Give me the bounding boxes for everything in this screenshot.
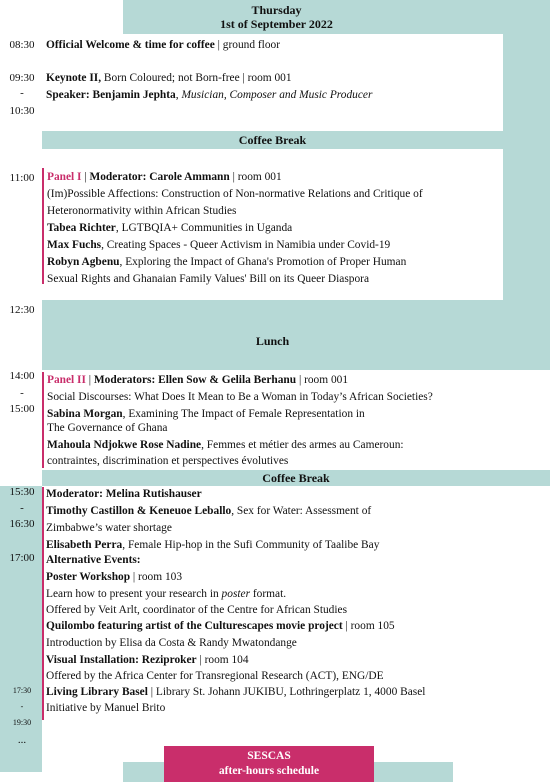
lunch-label: Lunch [255, 334, 290, 348]
quilombo-intro: Introduction by Elisa da Costa & Randy Mwatondange [46, 637, 297, 649]
panel1-talk1: Tabea Richter, LGTBQIA+ Communities in Uganda [47, 222, 293, 234]
time-dash: - [20, 502, 24, 514]
keynote-speaker-role: Musician, Composer and Music Producer [181, 89, 373, 101]
time-1500: 15:00 [9, 403, 35, 415]
header-day: Thursday [251, 3, 302, 17]
welcome-location: | ground floor [214, 39, 281, 51]
footer-line1: SESCAS [247, 750, 291, 762]
panel1-label: Panel I [47, 171, 82, 183]
time-dash: - [20, 702, 24, 711]
panel2-header: Panel II | Moderators: Ellen Sow & Gelila Berhanu | room 001 [47, 374, 349, 386]
living-library: Living Library Basel | Library St. Johann JUKIBU, Lothringerplatz 1, 4000 Basel [46, 686, 426, 698]
time-dash: - [20, 87, 24, 99]
living-library-initiative: Initiative by Manuel Brito [46, 702, 166, 714]
panel2-talk2-cont: contraintes, discrimination et perspectives évolutives [47, 455, 289, 467]
panel1-talk3-speaker: Robyn Agbenu [47, 256, 120, 268]
header-date: 1st of September 2022 [220, 17, 333, 31]
time-1400: 14:00 [9, 370, 35, 382]
panel1-header: Panel I | Moderator: Carole Ammann | room 001 [47, 171, 282, 183]
session3-accent-line [42, 487, 44, 720]
panel2-label: Panel II [47, 374, 86, 386]
panel1-talk3: Robyn Agbenu, Exploring the Impact of Ghana's Promotion of Proper Human [47, 256, 407, 268]
visual-installation-title: Visual Installation: Reziproker [46, 654, 197, 666]
quilombo: Quilombo featuring artist of the Culturescapes movie project | room 105 [46, 620, 395, 632]
panel2-talk2-speaker: Mahoula Ndjokwe Rose Nadine [47, 439, 202, 451]
coffee-break-label-2: Coffee Break [262, 471, 330, 485]
session3-talk2: Elisabeth Perra, Female Hip-hop in the Sufi Community of Taalibe Bay [46, 539, 380, 551]
time-1700: 17:00 [9, 552, 35, 564]
session3-moderator: Moderator: Melina Rutishauser [46, 488, 202, 500]
welcome-title: Official Welcome & time for coffee [46, 39, 215, 51]
panel1-talk2: Max Fuchs, Creating Spaces - Queer Activism in Namibia under Covid-19 [47, 239, 391, 251]
panel2-room: | room 001 [296, 374, 349, 386]
panel1-room: | room 001 [229, 171, 282, 183]
poster-workshop-title: Poster Workshop [46, 571, 131, 583]
time-1100: 11:00 [9, 172, 35, 184]
panel2-talk1: Sabina Morgan, Examining The Impact of Female Representation in [47, 408, 365, 420]
visual-installation: Visual Installation: Reziproker | room 104 [46, 654, 249, 666]
panel1-talk2-speaker: Max Fuchs [47, 239, 102, 251]
panel1-theme-line2: Heteronormativity within African Studies [47, 205, 237, 217]
panel2-accent-line [42, 372, 44, 468]
time-1230: 12:30 [9, 304, 35, 316]
panel1-theme-line1: (Im)Possible Affections: Construction of Non-normative Relations and Critique of [47, 188, 423, 200]
session3-talk1: Timothy Castillon & Keneuoe Leballo, Sex for Water: Assessment of [46, 505, 372, 517]
time-ellipsis: ... [17, 734, 27, 746]
living-library-title: Living Library Basel [46, 686, 148, 698]
quilombo-title: Quilombo featuring artist of the Culturescapes movie project [46, 620, 343, 632]
keynote-speaker-line: Speaker: Benjamin Jephta, Musician, Composer and Music Producer [46, 89, 373, 101]
poster-workshop: Poster Workshop | room 103 [46, 571, 183, 583]
coffee-break-label: Coffee Break [238, 133, 307, 147]
time-1930: 19:30 [12, 718, 32, 727]
footer-line2: after-hours schedule [218, 765, 320, 777]
time-1630: 16:30 [9, 518, 35, 530]
time-0830: 08:30 [9, 39, 35, 51]
visual-offered: Offered by the Africa Center for Transregional Research (ACT), ENG/DE [46, 670, 384, 682]
time-1730: 17:30 [12, 686, 32, 695]
poster-desc: Learn how to present your research in poster format. [46, 588, 287, 600]
panel2-theme: Social Discourses: What Does It Mean to Be a Woman in Today’s African Societies? [47, 391, 433, 403]
panel2-talk1-speaker: Sabina Morgan [47, 408, 123, 420]
sescas-after-hours-button[interactable] [164, 746, 374, 782]
session3-talk2-speaker: Elisabeth Perra [46, 539, 123, 551]
time-dash: - [20, 387, 24, 399]
keynote-subtitle: Born Coloured; not Born-free | room 001 [101, 72, 292, 84]
poster-offered: Offered by Veit Arlt, coordinator of the Centre for African Studies [46, 604, 348, 616]
alt-heading: Alternative Events: [46, 554, 141, 566]
keynote-line [46, 70, 292, 87]
time-0930: 09:30 [9, 72, 35, 84]
panel1-talk1-speaker: Tabea Richter [47, 222, 116, 234]
panel2-talk2: Mahoula Ndjokwe Rose Nadine, Femmes et métier des armes au Cameroun: [47, 439, 404, 451]
panel1-talk3-cont: Sexual Rights and Ghanaian Family Values' Bill on its Queer Diaspora [47, 273, 369, 285]
panel2-talk1-cont: The Governance of Ghana [47, 422, 168, 434]
time-1030: 10:30 [9, 105, 35, 117]
panel1-accent-line [42, 168, 44, 284]
keynote-speaker: Speaker: Benjamin Jephta [46, 89, 176, 101]
welcome-line [46, 37, 280, 54]
session3-talk1-cont: Zimbabwe’s water shortage [46, 522, 172, 534]
panel1-moderator: Moderator: Carole Ammann [89, 171, 230, 183]
keynote-title: Keynote II, [46, 72, 102, 84]
session3-talk1-speaker: Timothy Castillon & Keneuoe Leballo [46, 505, 232, 517]
panel2-moderators: Moderators: Ellen Sow & Gelila Berhanu [93, 374, 297, 386]
time-1530: 15:30 [9, 486, 35, 498]
